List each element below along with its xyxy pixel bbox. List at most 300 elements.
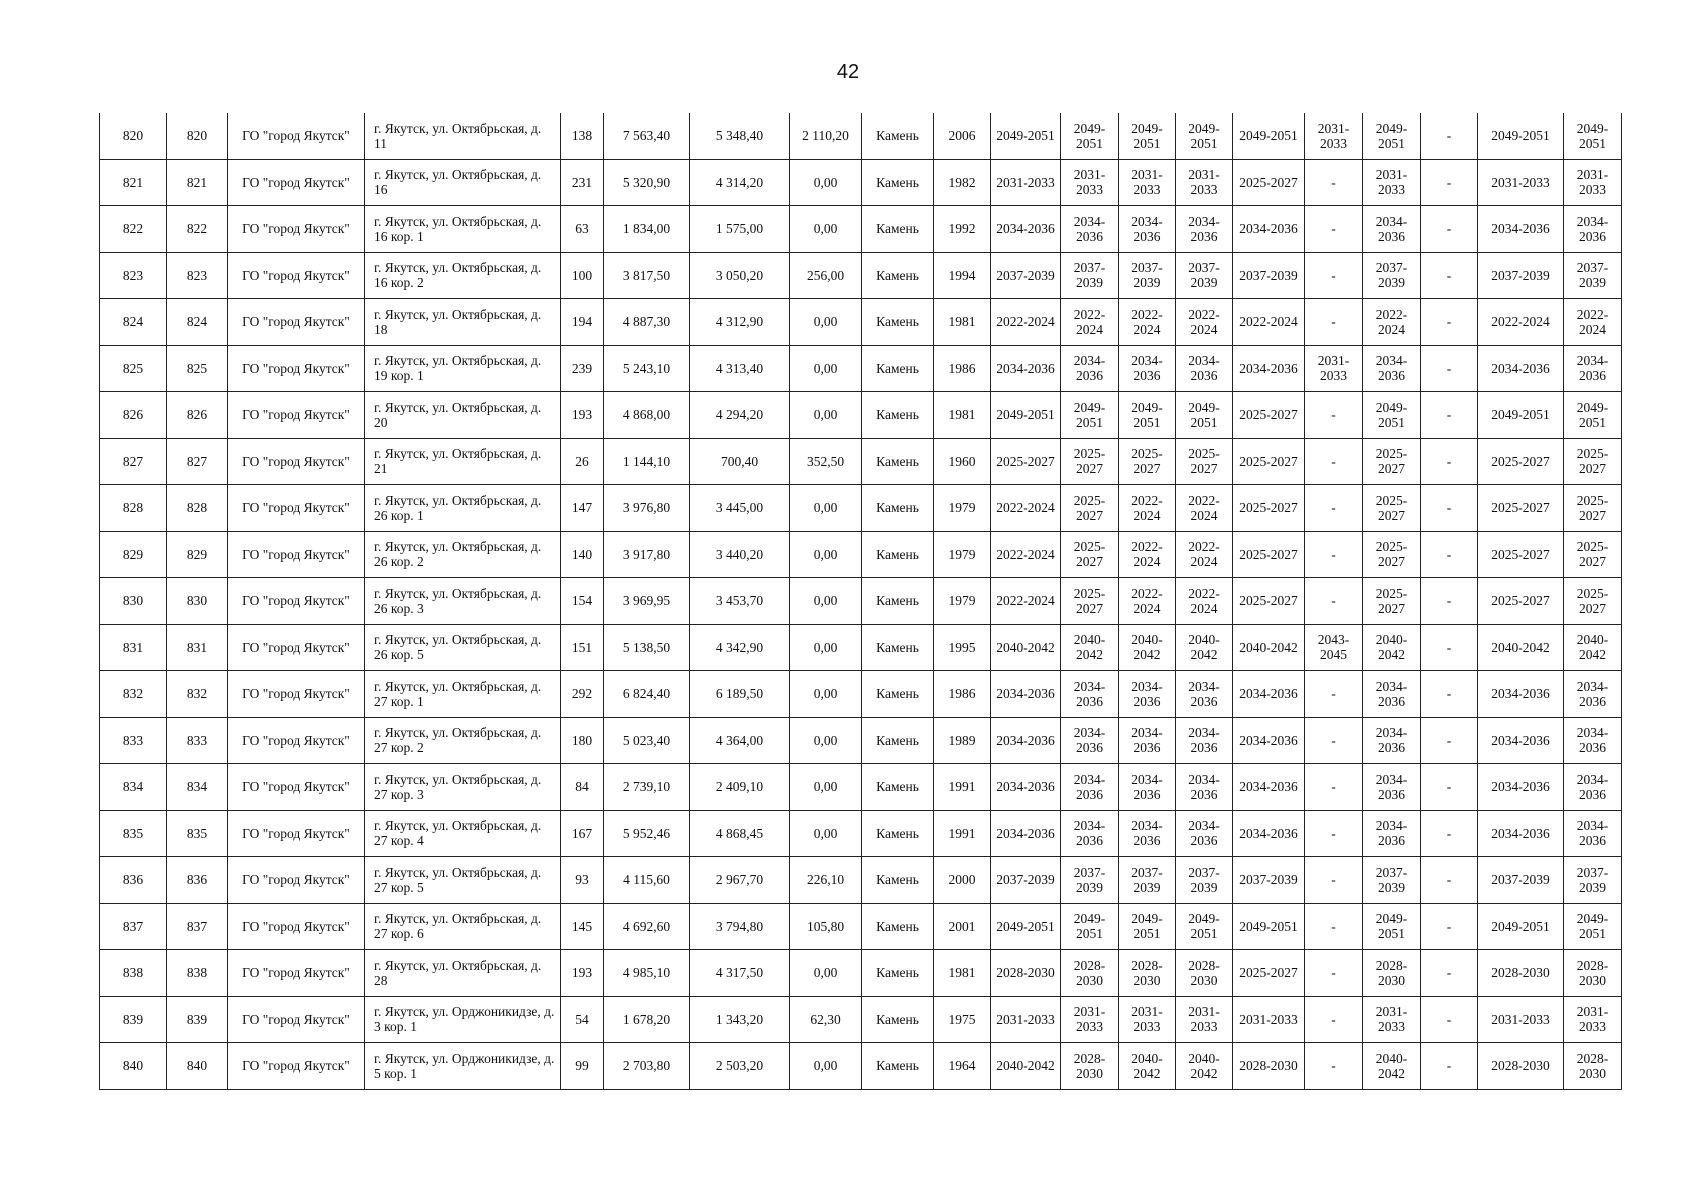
period-cell-4: 2034-2036 bbox=[1176, 345, 1233, 392]
municipality-cell: ГО "город Якутск" bbox=[228, 438, 365, 485]
total-area-cell: 7 563,40 bbox=[604, 113, 690, 159]
nonresidential-area-cell: 0,00 bbox=[790, 671, 862, 718]
residents-count-cell: 138 bbox=[561, 113, 604, 159]
row-number-cell: 837 bbox=[100, 903, 167, 950]
period-cell-6: - bbox=[1305, 1043, 1363, 1090]
municipality-cell: ГО "город Якутск" bbox=[228, 996, 365, 1043]
nonresidential-area-cell: 0,00 bbox=[790, 299, 862, 346]
total-area-cell: 5 023,40 bbox=[604, 717, 690, 764]
municipality-cell: ГО "город Якутск" bbox=[228, 950, 365, 997]
row-number-cell: 839 bbox=[100, 996, 167, 1043]
period-cell-7: 2049-2051 bbox=[1363, 903, 1421, 950]
period-cell-7: 2034-2036 bbox=[1363, 345, 1421, 392]
object-number-cell: 823 bbox=[167, 252, 228, 299]
row-number-cell: 838 bbox=[100, 950, 167, 997]
period-cell-9: 2034-2036 bbox=[1478, 206, 1564, 253]
period-cell-5: 2025-2027 bbox=[1233, 438, 1305, 485]
period-cell-7: 2031-2033 bbox=[1363, 159, 1421, 206]
total-area-cell: 3 917,80 bbox=[604, 531, 690, 578]
nonresidential-area-cell: 256,00 bbox=[790, 252, 862, 299]
period-cell-2: 2034-2036 bbox=[1061, 717, 1119, 764]
object-number-cell: 826 bbox=[167, 392, 228, 439]
residential-area-cell: 4 314,20 bbox=[690, 159, 790, 206]
nonresidential-area-cell: 0,00 bbox=[790, 810, 862, 857]
period-cell-6: - bbox=[1305, 578, 1363, 625]
wall-material-cell: Камень bbox=[862, 717, 934, 764]
period-cell-5: 2025-2027 bbox=[1233, 531, 1305, 578]
period-cell-1: 2049-2051 bbox=[991, 113, 1061, 159]
period-cell-4: 2037-2039 bbox=[1176, 252, 1233, 299]
address-cell: г. Якутск, ул. Октябрьская, д. 16 bbox=[365, 159, 561, 206]
period-cell-2: 2049-2051 bbox=[1061, 113, 1119, 159]
period-cell-7: 2031-2033 bbox=[1363, 996, 1421, 1043]
period-cell-2: 2049-2051 bbox=[1061, 903, 1119, 950]
period-cell-6: - bbox=[1305, 950, 1363, 997]
nonresidential-area-cell: 105,80 bbox=[790, 903, 862, 950]
row-number-cell: 834 bbox=[100, 764, 167, 811]
address-cell: г. Якутск, ул. Октябрьская, д. 27 кор. 2 bbox=[365, 717, 561, 764]
period-cell-6: - bbox=[1305, 996, 1363, 1043]
build-year-cell: 1960 bbox=[934, 438, 991, 485]
object-number-cell: 833 bbox=[167, 717, 228, 764]
residential-area-cell: 3 445,00 bbox=[690, 485, 790, 532]
wall-material-cell: Камень bbox=[862, 252, 934, 299]
period-cell-10: 2025-2027 bbox=[1564, 578, 1622, 625]
address-cell: г. Якутск, ул. Октябрьская, д. 16 кор. 1 bbox=[365, 206, 561, 253]
nonresidential-area-cell: 0,00 bbox=[790, 578, 862, 625]
period-cell-2: 2025-2027 bbox=[1061, 531, 1119, 578]
period-cell-8: - bbox=[1421, 252, 1478, 299]
build-year-cell: 1995 bbox=[934, 624, 991, 671]
table-row bbox=[100, 717, 1622, 764]
period-cell-10: 2034-2036 bbox=[1564, 345, 1622, 392]
period-cell-4: 2049-2051 bbox=[1176, 113, 1233, 159]
wall-material-cell: Камень bbox=[862, 392, 934, 439]
row-number-cell: 827 bbox=[100, 438, 167, 485]
build-year-cell: 1975 bbox=[934, 996, 991, 1043]
period-cell-9: 2034-2036 bbox=[1478, 810, 1564, 857]
table-row bbox=[100, 159, 1622, 206]
nonresidential-area-cell: 226,10 bbox=[790, 857, 862, 904]
period-cell-3: 2034-2036 bbox=[1119, 764, 1176, 811]
period-cell-1: 2031-2033 bbox=[991, 996, 1061, 1043]
residents-count-cell: 239 bbox=[561, 345, 604, 392]
period-cell-10: 2028-2030 bbox=[1564, 1043, 1622, 1090]
period-cell-6: - bbox=[1305, 764, 1363, 811]
municipality-cell: ГО "город Якутск" bbox=[228, 717, 365, 764]
period-cell-9: 2040-2042 bbox=[1478, 624, 1564, 671]
address-cell: г. Якутск, ул. Октябрьская, д. 19 кор. 1 bbox=[365, 345, 561, 392]
period-cell-4: 2034-2036 bbox=[1176, 810, 1233, 857]
nonresidential-area-cell: 352,50 bbox=[790, 438, 862, 485]
municipality-cell: ГО "город Якутск" bbox=[228, 810, 365, 857]
row-number-cell: 824 bbox=[100, 299, 167, 346]
period-cell-3: 2034-2036 bbox=[1119, 810, 1176, 857]
nonresidential-area-cell: 0,00 bbox=[790, 485, 862, 532]
period-cell-1: 2034-2036 bbox=[991, 671, 1061, 718]
row-number-cell: 835 bbox=[100, 810, 167, 857]
total-area-cell: 3 817,50 bbox=[604, 252, 690, 299]
residential-area-cell: 4 868,45 bbox=[690, 810, 790, 857]
period-cell-5: 2040-2042 bbox=[1233, 624, 1305, 671]
period-cell-5: 2049-2051 bbox=[1233, 903, 1305, 950]
residents-count-cell: 63 bbox=[561, 206, 604, 253]
period-cell-10: 2025-2027 bbox=[1564, 485, 1622, 532]
address-cell: г. Якутск, ул. Октябрьская, д. 26 кор. 1 bbox=[365, 485, 561, 532]
nonresidential-area-cell: 62,30 bbox=[790, 996, 862, 1043]
period-cell-5: 2034-2036 bbox=[1233, 717, 1305, 764]
object-number-cell: 830 bbox=[167, 578, 228, 625]
period-cell-3: 2025-2027 bbox=[1119, 438, 1176, 485]
page-number: 42 bbox=[836, 61, 860, 83]
residential-area-cell: 3 050,20 bbox=[690, 252, 790, 299]
wall-material-cell: Камень bbox=[862, 206, 934, 253]
address-cell: г. Якутск, ул. Октябрьская, д. 16 кор. 2 bbox=[365, 252, 561, 299]
period-cell-7: 2040-2042 bbox=[1363, 1043, 1421, 1090]
residential-area-cell: 6 189,50 bbox=[690, 671, 790, 718]
period-cell-4: 2031-2033 bbox=[1176, 996, 1233, 1043]
period-cell-8: - bbox=[1421, 857, 1478, 904]
period-cell-2: 2031-2033 bbox=[1061, 996, 1119, 1043]
period-cell-3: 2037-2039 bbox=[1119, 857, 1176, 904]
wall-material-cell: Камень bbox=[862, 159, 934, 206]
period-cell-4: 2022-2024 bbox=[1176, 531, 1233, 578]
period-cell-10: 2040-2042 bbox=[1564, 624, 1622, 671]
period-cell-2: 2031-2033 bbox=[1061, 159, 1119, 206]
municipality-cell: ГО "город Якутск" bbox=[228, 299, 365, 346]
period-cell-8: - bbox=[1421, 624, 1478, 671]
period-cell-7: 2034-2036 bbox=[1363, 206, 1421, 253]
period-cell-5: 2025-2027 bbox=[1233, 159, 1305, 206]
residential-area-cell: 4 294,20 bbox=[690, 392, 790, 439]
municipality-cell: ГО "город Якутск" bbox=[228, 671, 365, 718]
period-cell-7: 2025-2027 bbox=[1363, 438, 1421, 485]
period-cell-8: - bbox=[1421, 996, 1478, 1043]
period-cell-2: 2025-2027 bbox=[1061, 438, 1119, 485]
total-area-cell: 3 976,80 bbox=[604, 485, 690, 532]
period-cell-6: 2031-2033 bbox=[1305, 345, 1363, 392]
object-number-cell: 829 bbox=[167, 531, 228, 578]
period-cell-5: 2028-2030 bbox=[1233, 1043, 1305, 1090]
period-cell-1: 2028-2030 bbox=[991, 950, 1061, 997]
total-area-cell: 4 985,10 bbox=[604, 950, 690, 997]
row-number-cell: 831 bbox=[100, 624, 167, 671]
nonresidential-area-cell: 0,00 bbox=[790, 950, 862, 997]
period-cell-3: 2037-2039 bbox=[1119, 252, 1176, 299]
period-cell-5: 2034-2036 bbox=[1233, 810, 1305, 857]
period-cell-4: 2028-2030 bbox=[1176, 950, 1233, 997]
build-year-cell: 1981 bbox=[934, 392, 991, 439]
total-area-cell: 5 952,46 bbox=[604, 810, 690, 857]
object-number-cell: 822 bbox=[167, 206, 228, 253]
nonresidential-area-cell: 2 110,20 bbox=[790, 113, 862, 159]
period-cell-5: 2037-2039 bbox=[1233, 857, 1305, 904]
build-year-cell: 1992 bbox=[934, 206, 991, 253]
period-cell-4: 2031-2033 bbox=[1176, 159, 1233, 206]
residential-area-cell: 4 317,50 bbox=[690, 950, 790, 997]
period-cell-2: 2025-2027 bbox=[1061, 485, 1119, 532]
residential-area-cell: 4 364,00 bbox=[690, 717, 790, 764]
period-cell-6: - bbox=[1305, 810, 1363, 857]
residential-area-cell: 700,40 bbox=[690, 438, 790, 485]
period-cell-4: 2034-2036 bbox=[1176, 671, 1233, 718]
period-cell-2: 2037-2039 bbox=[1061, 857, 1119, 904]
period-cell-9: 2037-2039 bbox=[1478, 252, 1564, 299]
period-cell-3: 2022-2024 bbox=[1119, 578, 1176, 625]
period-cell-7: 2049-2051 bbox=[1363, 392, 1421, 439]
row-number-cell: 840 bbox=[100, 1043, 167, 1090]
period-cell-9: 2022-2024 bbox=[1478, 299, 1564, 346]
build-year-cell: 1979 bbox=[934, 531, 991, 578]
period-cell-2: 2025-2027 bbox=[1061, 578, 1119, 625]
residents-count-cell: 193 bbox=[561, 950, 604, 997]
period-cell-9: 2034-2036 bbox=[1478, 345, 1564, 392]
municipality-cell: ГО "город Якутск" bbox=[228, 903, 365, 950]
period-cell-3: 2034-2036 bbox=[1119, 345, 1176, 392]
table-row bbox=[100, 903, 1622, 950]
period-cell-5: 2037-2039 bbox=[1233, 252, 1305, 299]
period-cell-4: 2022-2024 bbox=[1176, 578, 1233, 625]
residents-count-cell: 231 bbox=[561, 159, 604, 206]
residential-area-cell: 3 440,20 bbox=[690, 531, 790, 578]
period-cell-1: 2022-2024 bbox=[991, 299, 1061, 346]
residential-area-cell: 3 453,70 bbox=[690, 578, 790, 625]
nonresidential-area-cell: 0,00 bbox=[790, 345, 862, 392]
period-cell-4: 2049-2051 bbox=[1176, 903, 1233, 950]
period-cell-9: 2025-2027 bbox=[1478, 485, 1564, 532]
wall-material-cell: Камень bbox=[862, 578, 934, 625]
total-area-cell: 6 824,40 bbox=[604, 671, 690, 718]
period-cell-8: - bbox=[1421, 345, 1478, 392]
build-year-cell: 1994 bbox=[934, 252, 991, 299]
period-cell-1: 2034-2036 bbox=[991, 206, 1061, 253]
period-cell-7: 2040-2042 bbox=[1363, 624, 1421, 671]
period-cell-4: 2040-2042 bbox=[1176, 624, 1233, 671]
period-cell-9: 2028-2030 bbox=[1478, 1043, 1564, 1090]
period-cell-3: 2034-2036 bbox=[1119, 717, 1176, 764]
row-number-cell: 828 bbox=[100, 485, 167, 532]
table-row bbox=[100, 857, 1622, 904]
wall-material-cell: Камень bbox=[862, 996, 934, 1043]
period-cell-5: 2049-2051 bbox=[1233, 113, 1305, 159]
period-cell-5: 2022-2024 bbox=[1233, 299, 1305, 346]
address-cell: г. Якутск, ул. Октябрьская, д. 28 bbox=[365, 950, 561, 997]
period-cell-8: - bbox=[1421, 299, 1478, 346]
total-area-cell: 2 739,10 bbox=[604, 764, 690, 811]
period-cell-1: 2034-2036 bbox=[991, 764, 1061, 811]
build-year-cell: 1989 bbox=[934, 717, 991, 764]
period-cell-8: - bbox=[1421, 531, 1478, 578]
table-row bbox=[100, 345, 1622, 392]
period-cell-4: 2034-2036 bbox=[1176, 717, 1233, 764]
municipality-cell: ГО "город Якутск" bbox=[228, 578, 365, 625]
row-number-cell: 823 bbox=[100, 252, 167, 299]
row-number-cell: 822 bbox=[100, 206, 167, 253]
period-cell-2: 2034-2036 bbox=[1061, 671, 1119, 718]
period-cell-3: 2049-2051 bbox=[1119, 392, 1176, 439]
period-cell-3: 2022-2024 bbox=[1119, 485, 1176, 532]
total-area-cell: 4 692,60 bbox=[604, 903, 690, 950]
period-cell-5: 2034-2036 bbox=[1233, 764, 1305, 811]
period-cell-6: 2043-2045 bbox=[1305, 624, 1363, 671]
period-cell-7: 2034-2036 bbox=[1363, 717, 1421, 764]
period-cell-8: - bbox=[1421, 485, 1478, 532]
residents-count-cell: 147 bbox=[561, 485, 604, 532]
object-number-cell: 827 bbox=[167, 438, 228, 485]
table-row bbox=[100, 252, 1622, 299]
period-cell-1: 2037-2039 bbox=[991, 857, 1061, 904]
residents-count-cell: 167 bbox=[561, 810, 604, 857]
period-cell-10: 2037-2039 bbox=[1564, 857, 1622, 904]
period-cell-10: 2031-2033 bbox=[1564, 996, 1622, 1043]
address-cell: г. Якутск, ул. Октябрьская, д. 11 bbox=[365, 113, 561, 159]
period-cell-10: 2025-2027 bbox=[1564, 531, 1622, 578]
period-cell-3: 2031-2033 bbox=[1119, 159, 1176, 206]
period-cell-7: 2037-2039 bbox=[1363, 252, 1421, 299]
period-cell-9: 2028-2030 bbox=[1478, 950, 1564, 997]
wall-material-cell: Камень bbox=[862, 299, 934, 346]
object-number-cell: 832 bbox=[167, 671, 228, 718]
period-cell-7: 2034-2036 bbox=[1363, 764, 1421, 811]
table-row bbox=[100, 485, 1622, 532]
period-cell-8: - bbox=[1421, 764, 1478, 811]
object-number-cell: 828 bbox=[167, 485, 228, 532]
address-cell: г. Якутск, ул. Октябрьская, д. 26 кор. 5 bbox=[365, 624, 561, 671]
residents-count-cell: 151 bbox=[561, 624, 604, 671]
period-cell-3: 2034-2036 bbox=[1119, 671, 1176, 718]
residential-area-cell: 2 409,10 bbox=[690, 764, 790, 811]
wall-material-cell: Камень bbox=[862, 764, 934, 811]
residents-count-cell: 26 bbox=[561, 438, 604, 485]
period-cell-6: - bbox=[1305, 531, 1363, 578]
period-cell-9: 2031-2033 bbox=[1478, 159, 1564, 206]
period-cell-7: 2022-2024 bbox=[1363, 299, 1421, 346]
period-cell-10: 2034-2036 bbox=[1564, 671, 1622, 718]
period-cell-4: 2040-2042 bbox=[1176, 1043, 1233, 1090]
period-cell-5: 2025-2027 bbox=[1233, 392, 1305, 439]
address-cell: г. Якутск, ул. Октябрьская, д. 27 кор. 4 bbox=[365, 810, 561, 857]
address-cell: г. Якутск, ул. Октябрьская, д. 27 кор. 1 bbox=[365, 671, 561, 718]
object-number-cell: 834 bbox=[167, 764, 228, 811]
period-cell-6: - bbox=[1305, 299, 1363, 346]
build-year-cell: 2001 bbox=[934, 903, 991, 950]
residents-count-cell: 140 bbox=[561, 531, 604, 578]
address-cell: г. Якутск, ул. Октябрьская, д. 18 bbox=[365, 299, 561, 346]
address-cell: г. Якутск, ул. Октябрьская, д. 27 кор. 6 bbox=[365, 903, 561, 950]
total-area-cell: 3 969,95 bbox=[604, 578, 690, 625]
period-cell-4: 2034-2036 bbox=[1176, 764, 1233, 811]
wall-material-cell: Камень bbox=[862, 438, 934, 485]
period-cell-10: 2034-2036 bbox=[1564, 764, 1622, 811]
period-cell-3: 2049-2051 bbox=[1119, 903, 1176, 950]
period-cell-2: 2034-2036 bbox=[1061, 345, 1119, 392]
object-number-cell: 840 bbox=[167, 1043, 228, 1090]
residential-area-cell: 4 312,90 bbox=[690, 299, 790, 346]
period-cell-8: - bbox=[1421, 717, 1478, 764]
period-cell-3: 2028-2030 bbox=[1119, 950, 1176, 997]
period-cell-10: 2037-2039 bbox=[1564, 252, 1622, 299]
period-cell-2: 2022-2024 bbox=[1061, 299, 1119, 346]
object-number-cell: 821 bbox=[167, 159, 228, 206]
period-cell-9: 2025-2027 bbox=[1478, 578, 1564, 625]
residential-area-cell: 1 575,00 bbox=[690, 206, 790, 253]
period-cell-3: 2031-2033 bbox=[1119, 996, 1176, 1043]
period-cell-1: 2034-2036 bbox=[991, 717, 1061, 764]
period-cell-1: 2031-2033 bbox=[991, 159, 1061, 206]
total-area-cell: 1 144,10 bbox=[604, 438, 690, 485]
residents-count-cell: 193 bbox=[561, 392, 604, 439]
municipality-cell: ГО "город Якутск" bbox=[228, 531, 365, 578]
nonresidential-area-cell: 0,00 bbox=[790, 392, 862, 439]
period-cell-5: 2031-2033 bbox=[1233, 996, 1305, 1043]
period-cell-9: 2034-2036 bbox=[1478, 717, 1564, 764]
period-cell-10: 2025-2027 bbox=[1564, 438, 1622, 485]
municipality-cell: ГО "город Якутск" bbox=[228, 857, 365, 904]
residents-count-cell: 84 bbox=[561, 764, 604, 811]
period-cell-1: 2049-2051 bbox=[991, 903, 1061, 950]
period-cell-6: - bbox=[1305, 159, 1363, 206]
row-number-cell: 826 bbox=[100, 392, 167, 439]
total-area-cell: 4 115,60 bbox=[604, 857, 690, 904]
table-row bbox=[100, 624, 1622, 671]
period-cell-9: 2025-2027 bbox=[1478, 531, 1564, 578]
period-cell-10: 2049-2051 bbox=[1564, 392, 1622, 439]
period-cell-2: 2028-2030 bbox=[1061, 950, 1119, 997]
period-cell-6: 2031-2033 bbox=[1305, 113, 1363, 159]
period-cell-2: 2034-2036 bbox=[1061, 206, 1119, 253]
object-number-cell: 836 bbox=[167, 857, 228, 904]
total-area-cell: 1 834,00 bbox=[604, 206, 690, 253]
total-area-cell: 5 243,10 bbox=[604, 345, 690, 392]
period-cell-4: 2034-2036 bbox=[1176, 206, 1233, 253]
period-cell-5: 2025-2027 bbox=[1233, 950, 1305, 997]
residential-area-cell: 4 313,40 bbox=[690, 345, 790, 392]
object-number-cell: 835 bbox=[167, 810, 228, 857]
period-cell-3: 2022-2024 bbox=[1119, 299, 1176, 346]
period-cell-5: 2025-2027 bbox=[1233, 485, 1305, 532]
period-cell-9: 2034-2036 bbox=[1478, 671, 1564, 718]
period-cell-10: 2034-2036 bbox=[1564, 717, 1622, 764]
period-cell-10: 2049-2051 bbox=[1564, 903, 1622, 950]
nonresidential-area-cell: 0,00 bbox=[790, 206, 862, 253]
total-area-cell: 5 320,90 bbox=[604, 159, 690, 206]
period-cell-2: 2034-2036 bbox=[1061, 764, 1119, 811]
build-year-cell: 1979 bbox=[934, 485, 991, 532]
period-cell-9: 2049-2051 bbox=[1478, 392, 1564, 439]
housing-register-table bbox=[99, 113, 1622, 1090]
period-cell-4: 2025-2027 bbox=[1176, 438, 1233, 485]
total-area-cell: 2 703,80 bbox=[604, 1043, 690, 1090]
period-cell-8: - bbox=[1421, 113, 1478, 159]
table-row bbox=[100, 299, 1622, 346]
period-cell-8: - bbox=[1421, 438, 1478, 485]
wall-material-cell: Камень bbox=[862, 903, 934, 950]
period-cell-2: 2037-2039 bbox=[1061, 252, 1119, 299]
period-cell-8: - bbox=[1421, 903, 1478, 950]
object-number-cell: 831 bbox=[167, 624, 228, 671]
period-cell-8: - bbox=[1421, 392, 1478, 439]
address-cell: г. Якутск, ул. Октябрьская, д. 26 кор. 3 bbox=[365, 578, 561, 625]
period-cell-6: - bbox=[1305, 392, 1363, 439]
period-cell-1: 2040-2042 bbox=[991, 624, 1061, 671]
row-number-cell: 830 bbox=[100, 578, 167, 625]
period-cell-10: 2034-2036 bbox=[1564, 810, 1622, 857]
period-cell-9: 2031-2033 bbox=[1478, 996, 1564, 1043]
period-cell-10: 2049-2051 bbox=[1564, 113, 1622, 159]
period-cell-9: 2034-2036 bbox=[1478, 764, 1564, 811]
address-cell: г. Якутск, ул. Октябрьская, д. 27 кор. 5 bbox=[365, 857, 561, 904]
municipality-cell: ГО "город Якутск" bbox=[228, 113, 365, 159]
